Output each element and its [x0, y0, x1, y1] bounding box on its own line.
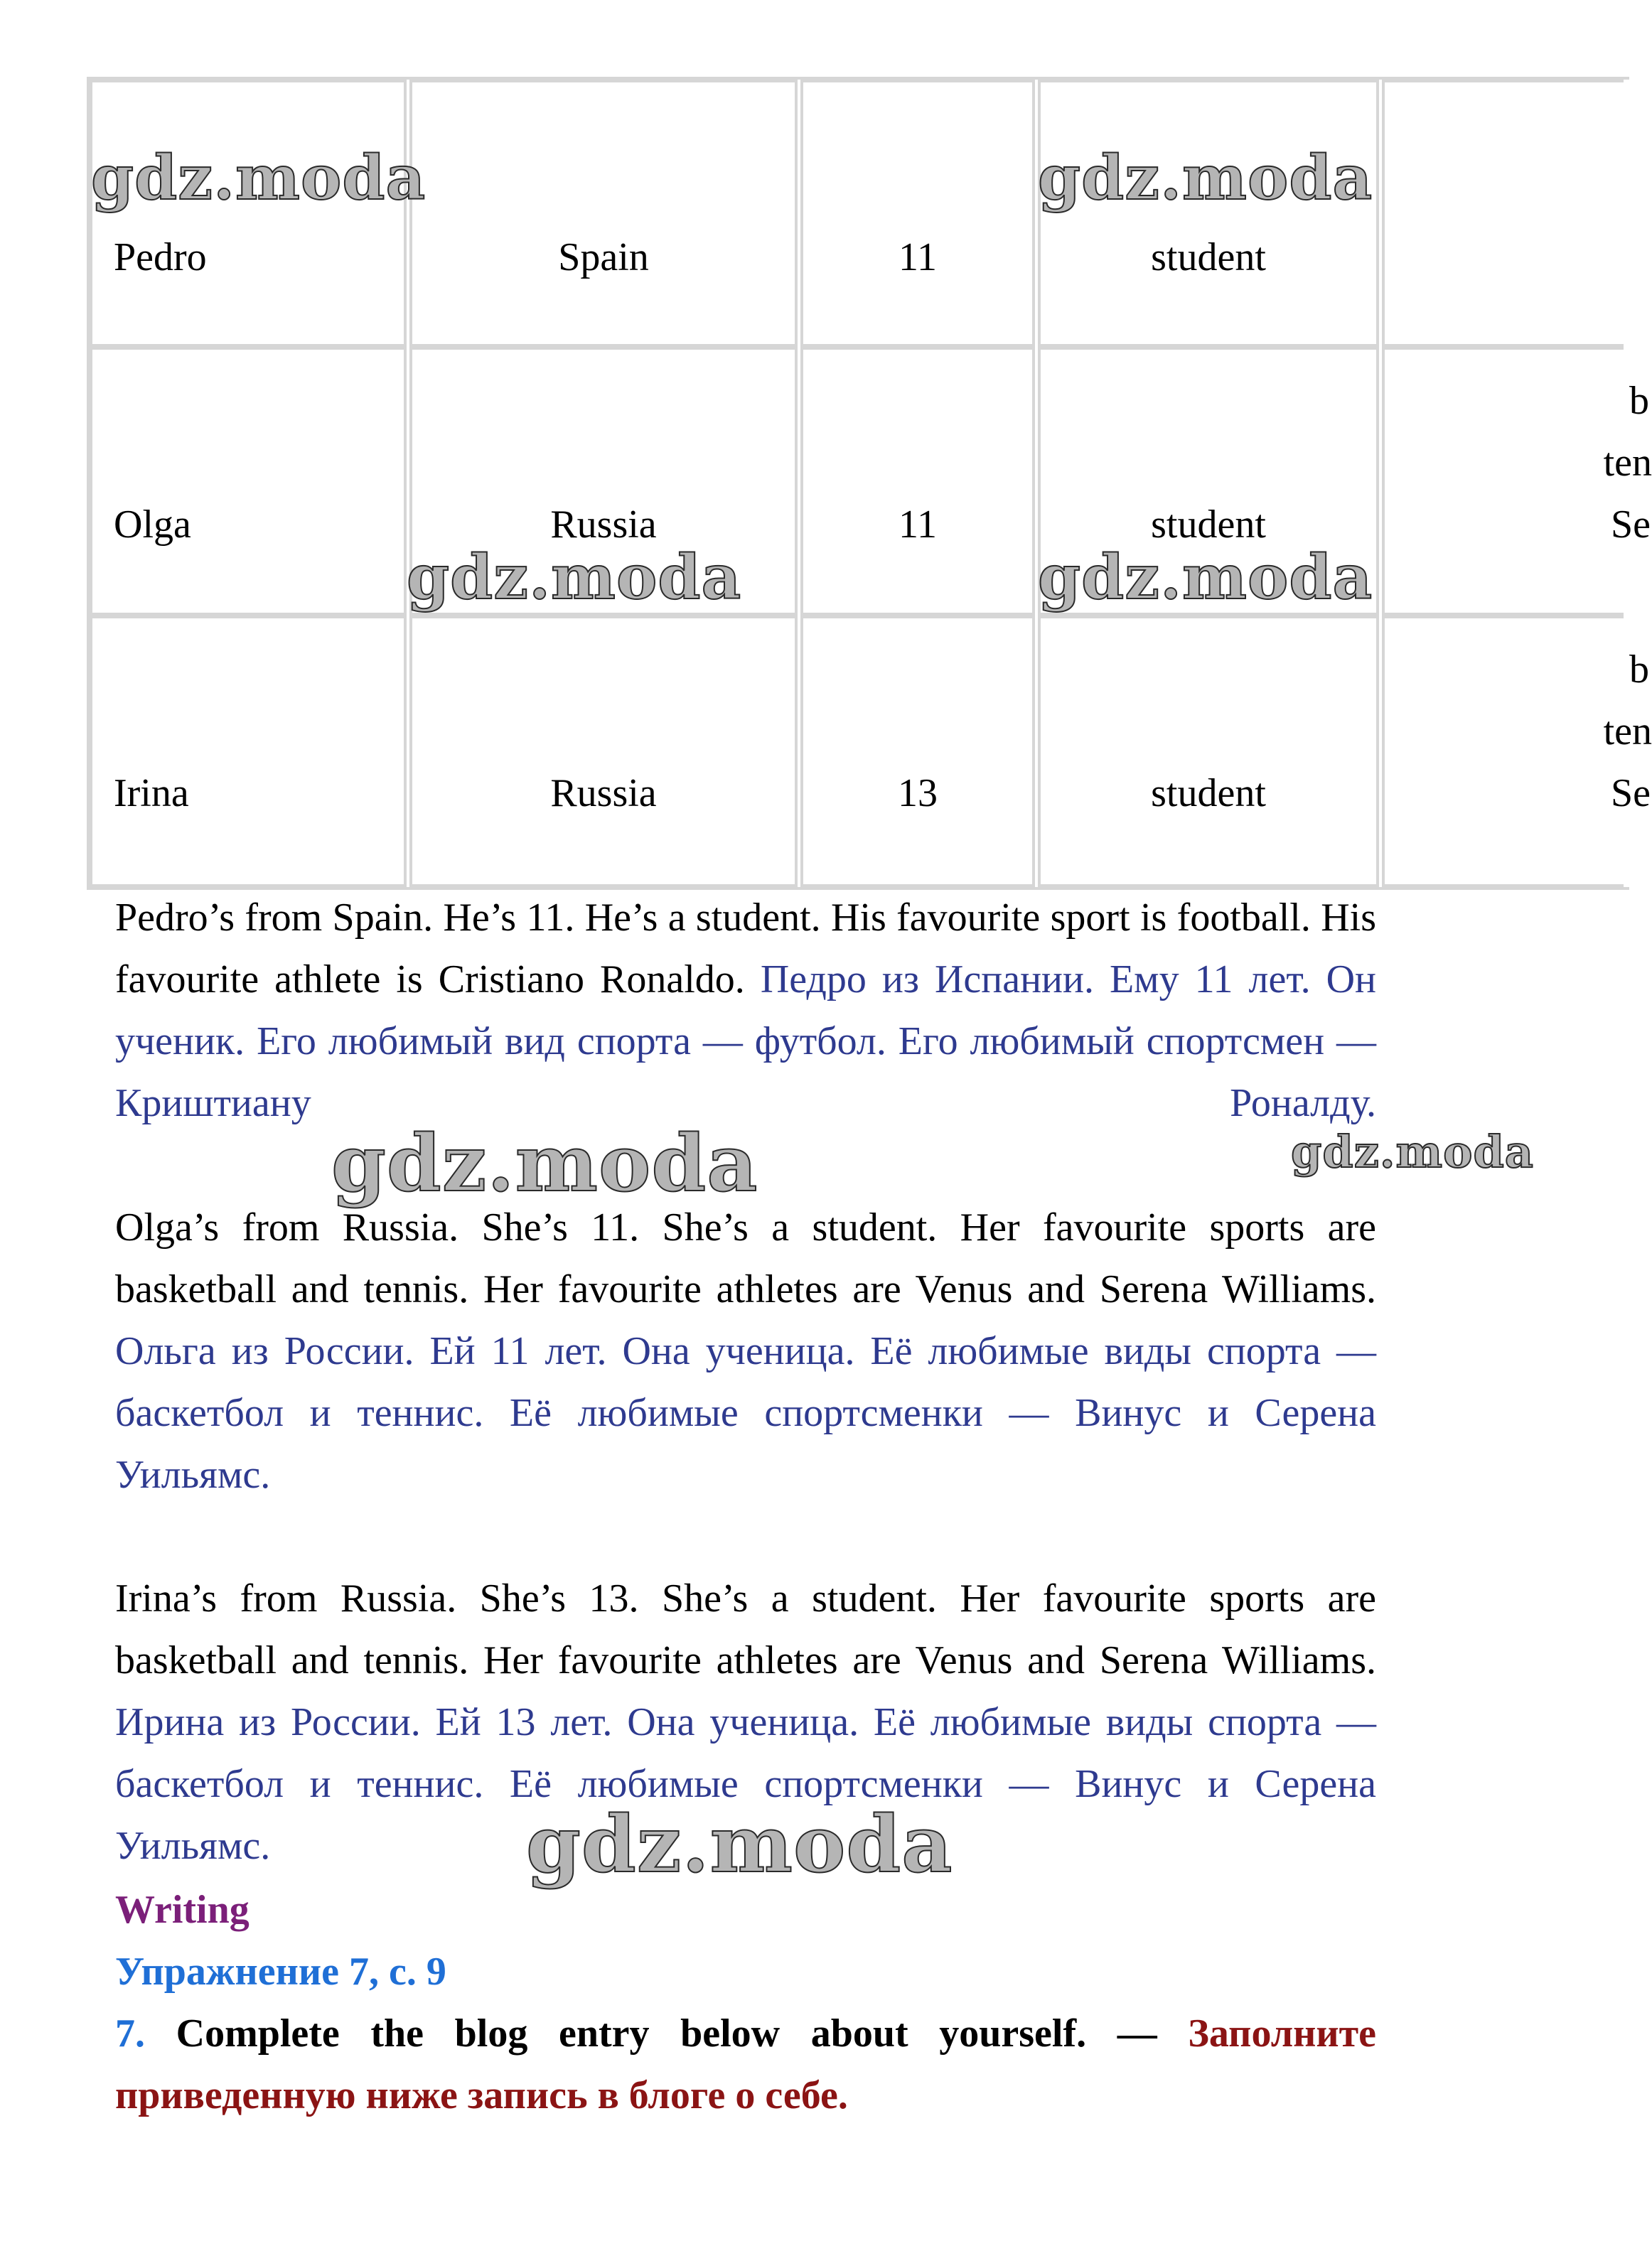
- cell-text: b: [1629, 648, 1649, 692]
- cell-text: student: [1151, 235, 1266, 279]
- cell-text: student: [1151, 771, 1266, 815]
- task-text-en: Complete the blog entry below about yourself.: [176, 2011, 1087, 2056]
- table-cell-country: [409, 616, 798, 887]
- paragraph-ru-translation: Педро из Испании. Ему 11 лет. Он ученик. Его любимый вид спорта — футбол. Его любимый спортсмен — Криштиану Роналду.: [115, 957, 1377, 1125]
- paragraph-pedro: [115, 887, 1376, 1134]
- task-text-ru: Заполните приведенную ниже запись в блоге о себе.: [115, 2011, 1377, 2117]
- cell-text: 11: [899, 503, 937, 547]
- cell-text: Irina: [114, 771, 189, 815]
- cell-text: Pedro: [114, 235, 207, 279]
- task-number: 7.: [115, 2011, 145, 2056]
- cell-text: ten: [1603, 441, 1652, 485]
- cell-text: 13: [898, 771, 938, 815]
- table-cell-sports: [1382, 616, 1652, 887]
- table-cell-country: [409, 80, 798, 347]
- cell-text: Spain: [558, 235, 649, 279]
- paragraph-en: Pedro’s from Spain. He’s 11. He’s a student. His favourite sport is football. His favourite athlete is Cristiano Ronaldo.: [115, 896, 1376, 1001]
- cell-text: student: [1151, 503, 1266, 547]
- cell-text: Se: [1611, 771, 1651, 815]
- exercise-heading: Упражнение 7, с. 9: [115, 1950, 446, 1994]
- paragraph-olga: [115, 1197, 1376, 1506]
- table-cell-occupation: [1038, 616, 1379, 887]
- cell-text: Se: [1611, 503, 1651, 547]
- table-row: [90, 347, 1652, 616]
- table-cell-name: [90, 616, 407, 887]
- task-instruction: [115, 2003, 1376, 2127]
- watermark-logo: gdz.moda: [1038, 142, 1373, 214]
- cell-text: Russia: [550, 771, 657, 815]
- writing-heading: Writing: [115, 1888, 250, 1932]
- paragraph-en: Olga’s from Russia. She’s 11. She’s a student. Her favourite sports are basketball and tennis. Her favourite athletes are Venus and Serena Williams.: [115, 1205, 1376, 1311]
- table-row: [90, 616, 1652, 887]
- watermark-logo: gdz.moda: [1291, 1126, 1534, 1178]
- cell-text: ten: [1603, 709, 1652, 753]
- paragraph-en: Irina’s from Russia. She’s 13. She’s a student. Her favourite sports are basketball and tennis. Her favourite athletes are Venus and Serena Williams.: [115, 1576, 1376, 1682]
- table-cell-sports: [1382, 347, 1652, 616]
- table-cell-sports: [1382, 80, 1624, 347]
- watermark-logo: gdz.moda: [91, 142, 427, 214]
- paragraph-ru-translation: Ирина из России. Ей 13 лет. Она ученица. Её любимые виды спорта — баскетбол и теннис. Её любимые спортсменки — Винус и Серена Уильямс.: [115, 1700, 1376, 1868]
- cell-text: b: [1629, 379, 1649, 423]
- table-cell-age: [800, 616, 1035, 887]
- table-cell-name: [90, 347, 407, 616]
- task-dash: —: [1117, 2011, 1157, 2056]
- cell-text: Olga: [114, 503, 191, 547]
- paragraph-ru-translation: Ольга из России. Ей 11 лет. Она ученица. Её любимые виды спорта — баскетбол и теннис. Её любимые спортсменки — Винус и Серена Уильямс.: [115, 1329, 1376, 1497]
- cell-text: 11: [899, 235, 937, 279]
- table-cell-age: [800, 347, 1035, 616]
- watermark-logo: gdz.moda: [331, 1117, 758, 1209]
- table-cell-age: [800, 80, 1035, 347]
- cell-text: Russia: [550, 503, 657, 547]
- watermark-logo: gdz.moda: [1038, 542, 1373, 613]
- watermark-logo: gdz.moda: [407, 542, 742, 613]
- watermark-logo: gdz.moda: [526, 1798, 953, 1890]
